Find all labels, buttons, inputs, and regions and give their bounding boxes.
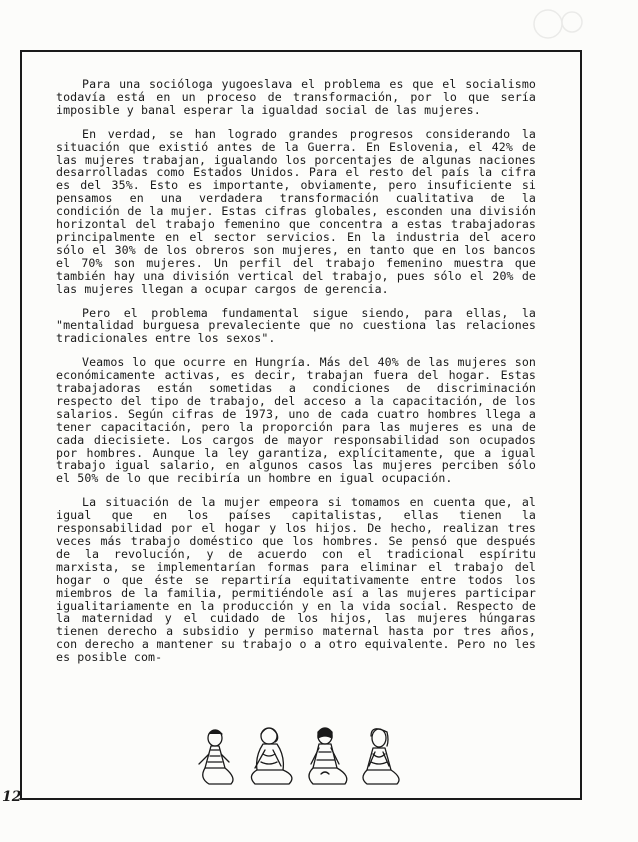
seated-woman-figure-2 — [251, 728, 291, 784]
page-number: 12 — [2, 789, 22, 805]
paragraph: En verdad, se han logrado grandes progresos considerando la situación que existió antes de la Guerra. En Eslovenia, el 42% de las mujeres trabajan, igualando los porcentajes de algunas naciones desarrolladas como Estados Unidos. Para el resto del país la cifra es del 35%. Esto es importante, obviamente, pero insuficiente si pensamos en una verdadera transformación cualitativa de la condición de la mujer. Estas cifras globales, esconden una división horizontal del trabajo femenino que concentra a estas trabajadoras principalmente en el sector servicios. En la industria del acero sólo el 30% de los obreros son mujeres, en tanto que en los bancos el 70% son mujeres. Un perfil del trabajo femenino muestra que también hay una división vertical del trabajo, pues sólo el 20% de las mujeres llegan a ocupar cargos de gerencia. — [56, 126, 536, 296]
paragraph: Pero el problema fundamental sigue siendo, para ellas, la "mentalidad burguesa prevaleciente que no cuestiona las relaciones tradicionales entre los sexos". — [56, 305, 536, 346]
paragraph: Para una socióloga yugoeslava el problema es que el socialismo todavía está en un proceso de transformación, por lo que sería imposible y banal esperar la igualdad social de las mujeres. — [56, 77, 536, 117]
article-body — [56, 78, 536, 675]
paragraph: La situación de la mujer empeora si tomamos en cuenta que, al igual que en los países capitalistas, ellas tienen la responsabilidad por el hogar y los hijos. De hecho, realizan tres veces más trabajo doméstico que los hombres. Se pensó que después de la revolución, y de acuerdo con el tradicional espíritu marxista, se implementarían formas para eliminar el trabajo del hogar o que éste se repartiría equitativamente entre todos los miembros de la familia, permitiéndole así a las mujeres participar igualitariamente en la producción y en la vida social. Respecto de la maternidad y el cuidado de los hijos, las mujeres húngaras tienen derecho a subsidio y permiso maternal hasta por tres años, con derecho a mantener su trabajo o a otro equivalente. Pero no les es posible com- — [56, 495, 536, 665]
seated-woman-figure-4 — [363, 729, 399, 784]
scan-stamp-mark — [528, 6, 588, 42]
paragraph: Veamos lo que ocurre en Hungría. Más del 40% de las mujeres son económicamente activas, es decir, trabajan fuera del hogar. Estas trabajadoras están sometidas a condiciones de discriminación respecto del tipo de trabajo, del acceso a la capacitación, de los salarios. Según cifras de 1973, uno de cada cuatro hombres llega a tener capacitación, pero la proporción para las mujeres es una de cada diecisiete. Los cargos de mayor responsabilidad son ocupados por hombres. Aunque la ley garantiza, explícitamente, que a igual trabajo igual salario, en algunos casos las mujeres perciben sólo el 50% de lo que recibiría un hombre en igual ocupación. — [56, 355, 536, 486]
seated-woman-figure-1 — [199, 730, 233, 784]
four-seated-women-drawing-icon — [185, 724, 405, 796]
seated-woman-figure-3 — [309, 728, 347, 784]
